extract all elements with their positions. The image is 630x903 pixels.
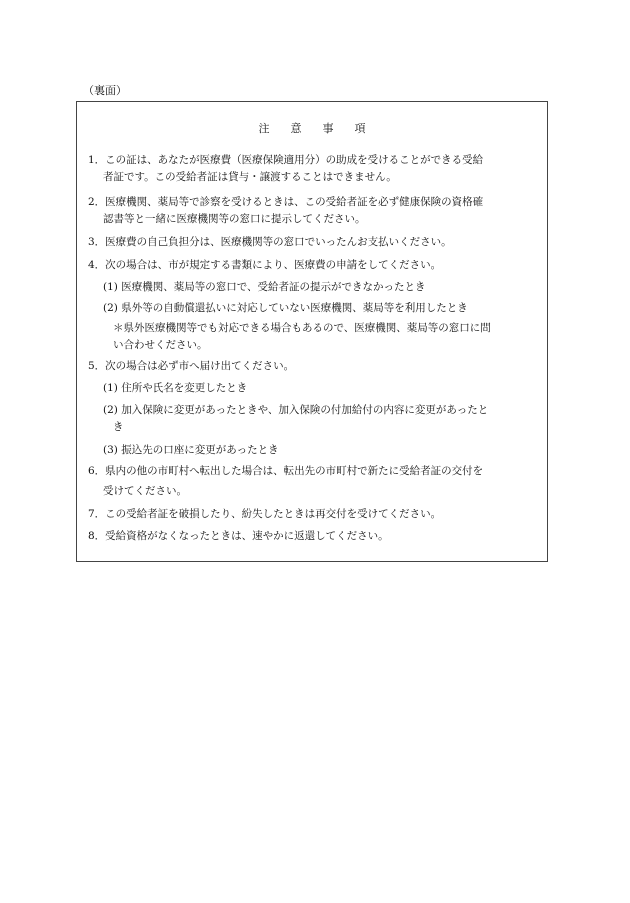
notice-line-6: 6．県内の他の市町村へ転出した場合は、転出先の市町村で新たに受給者証の交付を [88, 465, 484, 477]
notice-line-5: 5．次の場合は必ず市へ届け出てください。 [88, 360, 295, 372]
notice-line-6-cont: 受けてください。 [103, 485, 187, 497]
notice-line-7: 7．この受給者証を破損したり、紛失したときは再交付を受けてください。 [88, 508, 442, 520]
notice-line-5-sub-2-cont: き [113, 421, 124, 433]
notice-line-4-sub-2: (2) 県外等の自動償還払いに対応していない医療機関、薬局等を利用したとき [103, 302, 468, 314]
notice-line-5-sub-3: (3) 振込先の口座に変更があったとき [103, 444, 279, 456]
notice-box [76, 101, 548, 562]
notice-line-4-note-cont: い合わせください。 [113, 339, 208, 351]
notice-line-2-cont: 認書等と一緒に医療機関等の窓口に提示してください。 [103, 213, 366, 225]
notice-line-5-sub-1: (1) 住所や氏名を変更したとき [103, 382, 248, 394]
notice-line-1: 1．この証は、あなたが医療費（医療保険適用分）の助成を受けることができる受給 [88, 154, 484, 166]
notice-line-4-note: ＊県外医療機関等でも対応できる場合もあるので、医療機関、薬局等の窓口に問 [113, 322, 491, 334]
notice-line-1-cont: 者証です。この受給者証は貸与・譲渡することはできません。 [103, 171, 397, 183]
notice-title: 注意事項 [258, 122, 387, 135]
notice-line-4: 4．次の場合は、市が規定する書類により、医療費の申請をしてください。 [88, 259, 442, 271]
notice-line-8: 8．受給資格がなくなったときは、速やかに返還してください。 [88, 530, 389, 542]
notice-line-5-sub-2: (2) 加入保険に変更があったときや、加入保険の付加給付の内容に変更があったと [103, 404, 489, 416]
notice-line-2: 2．医療機関、薬局等で診察を受けるときは、この受給者証を必ず健康保険の資格確 [88, 196, 484, 208]
notice-line-4-sub-1: (1) 医療機関、薬局等の窓口で、受給者証の提示ができなかったとき [103, 281, 426, 293]
back-side-label: （裏面） [83, 84, 127, 97]
notice-line-3: 3．医療費の自己負担分は、医療機関等の窓口でいったんお支払いください。 [88, 236, 452, 248]
